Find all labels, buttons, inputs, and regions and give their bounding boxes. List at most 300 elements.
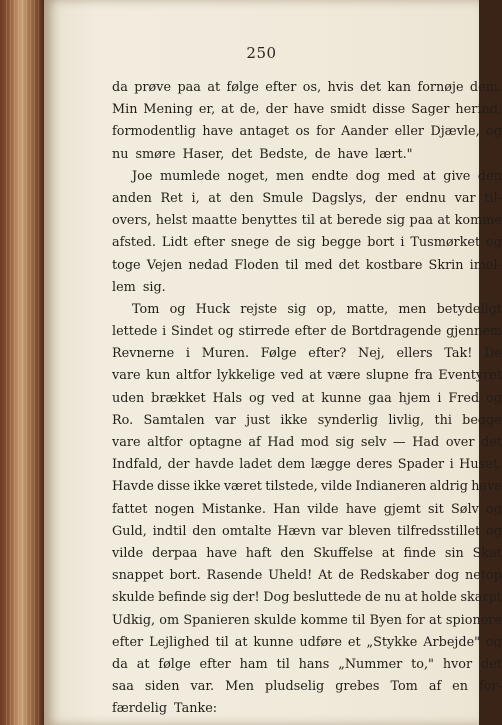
word: ham (239, 656, 268, 672)
word: færdelig (112, 701, 168, 717)
word: skarpt (460, 590, 502, 606)
text-line (112, 144, 502, 166)
word: den (280, 545, 305, 561)
word: mod (300, 435, 329, 450)
word: Dagslys, (311, 190, 367, 206)
text-line (112, 521, 502, 543)
word: Djævle, (430, 124, 480, 140)
word: og (217, 324, 234, 340)
word: at (319, 213, 333, 229)
text-line (112, 299, 502, 321)
word: paa (409, 213, 433, 229)
text-line (112, 277, 502, 299)
word: maatte (191, 213, 238, 229)
word: vare (112, 435, 141, 450)
word: Tusmørket (410, 235, 481, 251)
word: herind, (455, 102, 502, 118)
word: hjem (398, 390, 431, 406)
word: vilde (307, 501, 339, 517)
word: om (159, 612, 180, 628)
word: disse (372, 102, 406, 118)
word: os (295, 124, 310, 140)
word: da (112, 656, 128, 672)
word: Mening (143, 102, 193, 118)
text-line (112, 210, 502, 232)
word: Spanieren (183, 612, 250, 628)
word: thi (434, 412, 452, 428)
word: og (486, 235, 502, 251)
word: der (167, 457, 190, 473)
text-line (112, 698, 502, 720)
text-line (112, 121, 502, 143)
word: ellers (396, 346, 433, 362)
word: netop (465, 568, 502, 584)
text-line (112, 676, 502, 698)
word: Samtalen (143, 412, 205, 428)
word: aldrig (429, 479, 468, 495)
word: skulde (253, 612, 297, 628)
word: gjennem (446, 324, 502, 340)
word: var (454, 190, 476, 206)
word: fattet (112, 501, 148, 517)
word: i (185, 346, 190, 362)
word: efter (193, 235, 225, 251)
word: ved (271, 390, 295, 406)
word: Byen (369, 612, 403, 628)
word: Udkig, (112, 612, 156, 628)
word: indtil (152, 523, 187, 539)
text-line (112, 321, 502, 343)
word: besluttede (293, 590, 362, 606)
word: og (486, 523, 502, 539)
word: snege (230, 235, 270, 251)
word: af (428, 679, 442, 695)
text-line (112, 99, 502, 121)
word: sig. (142, 279, 166, 295)
word: ladet (239, 457, 272, 473)
text-line (112, 388, 502, 410)
word: Muren. (201, 346, 250, 362)
text-line (112, 454, 502, 476)
word: at (381, 545, 395, 561)
word: kun (146, 368, 171, 384)
word: imel- (469, 257, 502, 273)
word: Havde (112, 479, 154, 495)
word: have (471, 479, 502, 495)
word: omtalte (222, 523, 272, 539)
word: vilde (112, 545, 144, 561)
body-text (112, 77, 502, 720)
word: at (422, 168, 436, 184)
word: de (338, 568, 354, 584)
word: det (338, 257, 360, 273)
word: til (352, 612, 366, 628)
text-line (112, 365, 502, 387)
word: optagne (189, 435, 242, 450)
word: Arbejde" (423, 634, 481, 650)
word: De (484, 346, 502, 362)
word: de (274, 235, 291, 251)
word: til (301, 213, 315, 229)
word: tilstede, (265, 479, 318, 495)
word: Skrin (428, 257, 464, 273)
word: efter (265, 80, 297, 95)
text-line (112, 343, 502, 365)
word: snappet (112, 568, 164, 584)
text-line (112, 432, 502, 454)
text-line (112, 565, 502, 587)
word: til (215, 634, 229, 650)
word: efter (294, 324, 326, 340)
word: noget, (227, 168, 269, 184)
word: synderlig (317, 412, 379, 428)
word: at (428, 612, 442, 628)
word: at (234, 634, 248, 650)
word: det (231, 146, 253, 162)
word: det (481, 656, 502, 672)
word: nu (112, 146, 129, 162)
word: men (275, 168, 304, 184)
word: ikke (193, 479, 221, 495)
text-line (112, 188, 502, 210)
word: en (452, 679, 468, 695)
word: Tom (132, 301, 160, 317)
word: i (162, 324, 167, 340)
word: berede (336, 213, 382, 229)
word: Had (412, 435, 440, 450)
word: kan (387, 80, 412, 95)
word: lem (112, 279, 136, 295)
word: benyttes (241, 213, 298, 229)
word: der (375, 190, 397, 206)
word: betydeligt (436, 301, 502, 317)
word: følge (158, 656, 191, 672)
word: efter (112, 634, 144, 650)
word: prøve (134, 80, 172, 95)
word: at (207, 80, 221, 95)
word: Dog (263, 590, 290, 606)
word: pludselig (265, 679, 325, 695)
word: Men (225, 679, 255, 695)
word: Huset. (459, 457, 502, 473)
word: have (202, 124, 234, 140)
word: kunne (321, 390, 362, 406)
word: af (248, 435, 261, 450)
word: for (316, 124, 335, 140)
word: fornøje (417, 80, 464, 95)
word: de (330, 324, 347, 340)
word: os, (302, 80, 322, 95)
word: være (327, 368, 361, 384)
text-line (112, 232, 502, 254)
word: vare (112, 368, 141, 384)
word: have (337, 146, 369, 162)
word: for- (478, 679, 502, 695)
word: og (486, 501, 502, 517)
word: for (406, 612, 425, 628)
text-line (112, 587, 502, 609)
word: at (136, 656, 150, 672)
word: i (400, 235, 405, 251)
word: gaa (368, 390, 392, 406)
word: og (485, 634, 502, 650)
word: komme (300, 612, 348, 628)
word: til (276, 656, 290, 672)
word: Sindet (170, 324, 213, 340)
word: lægge (310, 457, 351, 473)
word: paa (177, 80, 201, 95)
text-line (112, 166, 502, 188)
word: Smule (262, 190, 304, 206)
word: og (169, 301, 186, 317)
word: efter? (308, 346, 347, 362)
word: uden (112, 390, 145, 406)
word: Indfald, (112, 457, 163, 473)
word: Lejlighed (149, 634, 210, 650)
word: livlig, (388, 412, 425, 428)
word: just (246, 412, 271, 428)
word: stirrede (238, 324, 290, 340)
word: overs, (112, 213, 152, 229)
text-line (112, 476, 502, 498)
word: følge (226, 80, 259, 95)
word: At (318, 568, 333, 584)
word: været (223, 479, 262, 495)
word: Ret (160, 190, 183, 206)
page-number: 250 (246, 44, 277, 62)
word: sig (386, 213, 406, 229)
word: Redskaber (359, 568, 430, 584)
word: toge (112, 257, 141, 273)
text-line (112, 654, 502, 676)
word: Guld, (112, 523, 147, 539)
word: den (192, 523, 217, 539)
word: og (486, 124, 502, 140)
word: lettede (112, 324, 158, 340)
word: Haser, (182, 146, 225, 162)
word: til (285, 257, 299, 273)
word: der! (232, 590, 260, 606)
word: nedad (188, 257, 229, 273)
text-line (112, 543, 502, 565)
word: vilde (320, 479, 353, 495)
word: dog (355, 168, 380, 184)
word: lykkelige (216, 368, 276, 384)
text-line (112, 255, 502, 277)
word: haft (245, 545, 272, 561)
text-line (112, 632, 502, 654)
word: de, (239, 102, 260, 118)
word: matte, (346, 301, 389, 317)
word: Huck (195, 301, 230, 317)
word: det (481, 435, 502, 450)
word: Tom (390, 679, 418, 695)
word: i, (191, 190, 200, 206)
word: udføre (299, 634, 342, 650)
word: Revnerne (112, 346, 175, 362)
word: at (404, 590, 418, 606)
word: Bedste, (259, 146, 308, 162)
word: Eventyret (438, 368, 502, 384)
word: derpaa (152, 545, 198, 561)
word: brækket (151, 390, 206, 406)
word: have (293, 102, 325, 118)
word: at (301, 390, 315, 406)
word: nogen (154, 501, 195, 517)
word: smøre (135, 146, 176, 162)
word: sig (210, 590, 229, 606)
word: Had (267, 435, 295, 450)
word: de (365, 590, 381, 606)
word: at (437, 213, 451, 229)
word: Nej, (358, 346, 385, 362)
word: Uheld! (268, 568, 313, 584)
word: Mistanke. (201, 501, 266, 517)
word: Aander (341, 124, 389, 140)
word: begge (462, 412, 502, 428)
word: Han (273, 501, 301, 517)
word: smidt (330, 102, 367, 118)
word: til- (484, 190, 502, 206)
word: holde (421, 590, 457, 606)
word: Fred (448, 390, 480, 406)
word: formodentlig (112, 124, 196, 140)
word: „Stykke (366, 634, 418, 650)
word: efter (199, 656, 231, 672)
word: lært." (375, 146, 413, 162)
word: den (229, 190, 254, 206)
word: endnu (405, 190, 447, 206)
word: hvor (442, 656, 473, 672)
word: Hals (212, 390, 243, 406)
word: Sølv (451, 501, 479, 517)
word: fra (414, 368, 433, 384)
word: men (398, 301, 427, 317)
word: og (248, 390, 265, 406)
word: komme (454, 213, 502, 229)
word: Skuffelse (313, 545, 373, 561)
word: bleven (348, 523, 392, 539)
word: Tak! (444, 346, 473, 362)
word: skulde (112, 590, 155, 606)
word: hans (298, 656, 330, 672)
word: nu (384, 590, 401, 606)
word: Sager (411, 102, 450, 118)
word: at (309, 368, 322, 384)
word: at (221, 102, 234, 118)
book-spine-edge (0, 0, 44, 725)
word: spionere (445, 612, 502, 628)
word: endte (311, 168, 349, 184)
word: helst (155, 213, 188, 229)
word: med (387, 168, 416, 184)
word: i (449, 457, 454, 473)
word: ikke (280, 412, 308, 428)
word: med (304, 257, 333, 273)
word: altfor (147, 435, 183, 450)
word: sit (427, 501, 444, 517)
word: bort (367, 235, 395, 251)
word: var (321, 523, 343, 539)
word: disse (157, 479, 191, 495)
word: befinde (158, 590, 207, 606)
word: eller (394, 124, 425, 140)
word: Tanke: (174, 701, 218, 717)
word: den (477, 168, 502, 184)
word: sig (335, 435, 355, 450)
word: sig (296, 235, 316, 251)
text-line (112, 499, 502, 521)
word: det (360, 80, 382, 95)
text-line (112, 410, 502, 432)
word: Lidt (161, 235, 188, 251)
word: er, (198, 102, 216, 118)
word: altfor (175, 368, 212, 384)
word: siden (144, 679, 180, 695)
word: begge (321, 235, 362, 251)
word: der (265, 102, 288, 118)
word: Indianeren (355, 479, 427, 495)
word: et (347, 634, 361, 650)
word: grebes (335, 679, 380, 695)
word: kostbare (365, 257, 423, 273)
word: Spader (397, 457, 445, 473)
word: „Nummer (338, 656, 403, 672)
word: var (214, 412, 236, 428)
word: ved (280, 368, 304, 384)
word: — (392, 435, 406, 450)
text-line (112, 77, 502, 99)
word: to," (411, 656, 434, 672)
word: da (112, 80, 128, 95)
word: slupne (365, 368, 409, 384)
word: mumlede (159, 168, 220, 184)
word: rejste (240, 301, 278, 317)
word: selv (360, 435, 387, 450)
word: Joe (132, 168, 153, 184)
word: hvis (327, 80, 354, 95)
word: Vejen (146, 257, 183, 273)
word: sin (444, 545, 464, 561)
book-page (44, 0, 502, 725)
word: tilfredsstillet (397, 523, 481, 539)
word: anden (112, 190, 152, 206)
word: finde (403, 545, 436, 561)
text-line (112, 610, 502, 632)
word: bort. (169, 568, 201, 584)
word: give (443, 168, 471, 184)
spine-texture (6, 0, 40, 725)
word: Skat (472, 545, 502, 561)
word: sig (287, 301, 307, 317)
word: havde (194, 457, 234, 473)
word: saa (112, 679, 134, 695)
word: over (445, 435, 475, 450)
word: dem. (469, 80, 502, 95)
word: have (345, 501, 377, 517)
word: Hævn (277, 523, 316, 539)
word: var. (190, 679, 215, 695)
word: afsted. (112, 235, 156, 251)
word: dog (435, 568, 460, 584)
word: have (206, 545, 237, 561)
word: Ro. (112, 412, 134, 428)
word: gjemt (383, 501, 421, 517)
word: kunne (253, 634, 294, 650)
word: at (208, 190, 222, 206)
word: deres (356, 457, 393, 473)
word: antaget (239, 124, 290, 140)
